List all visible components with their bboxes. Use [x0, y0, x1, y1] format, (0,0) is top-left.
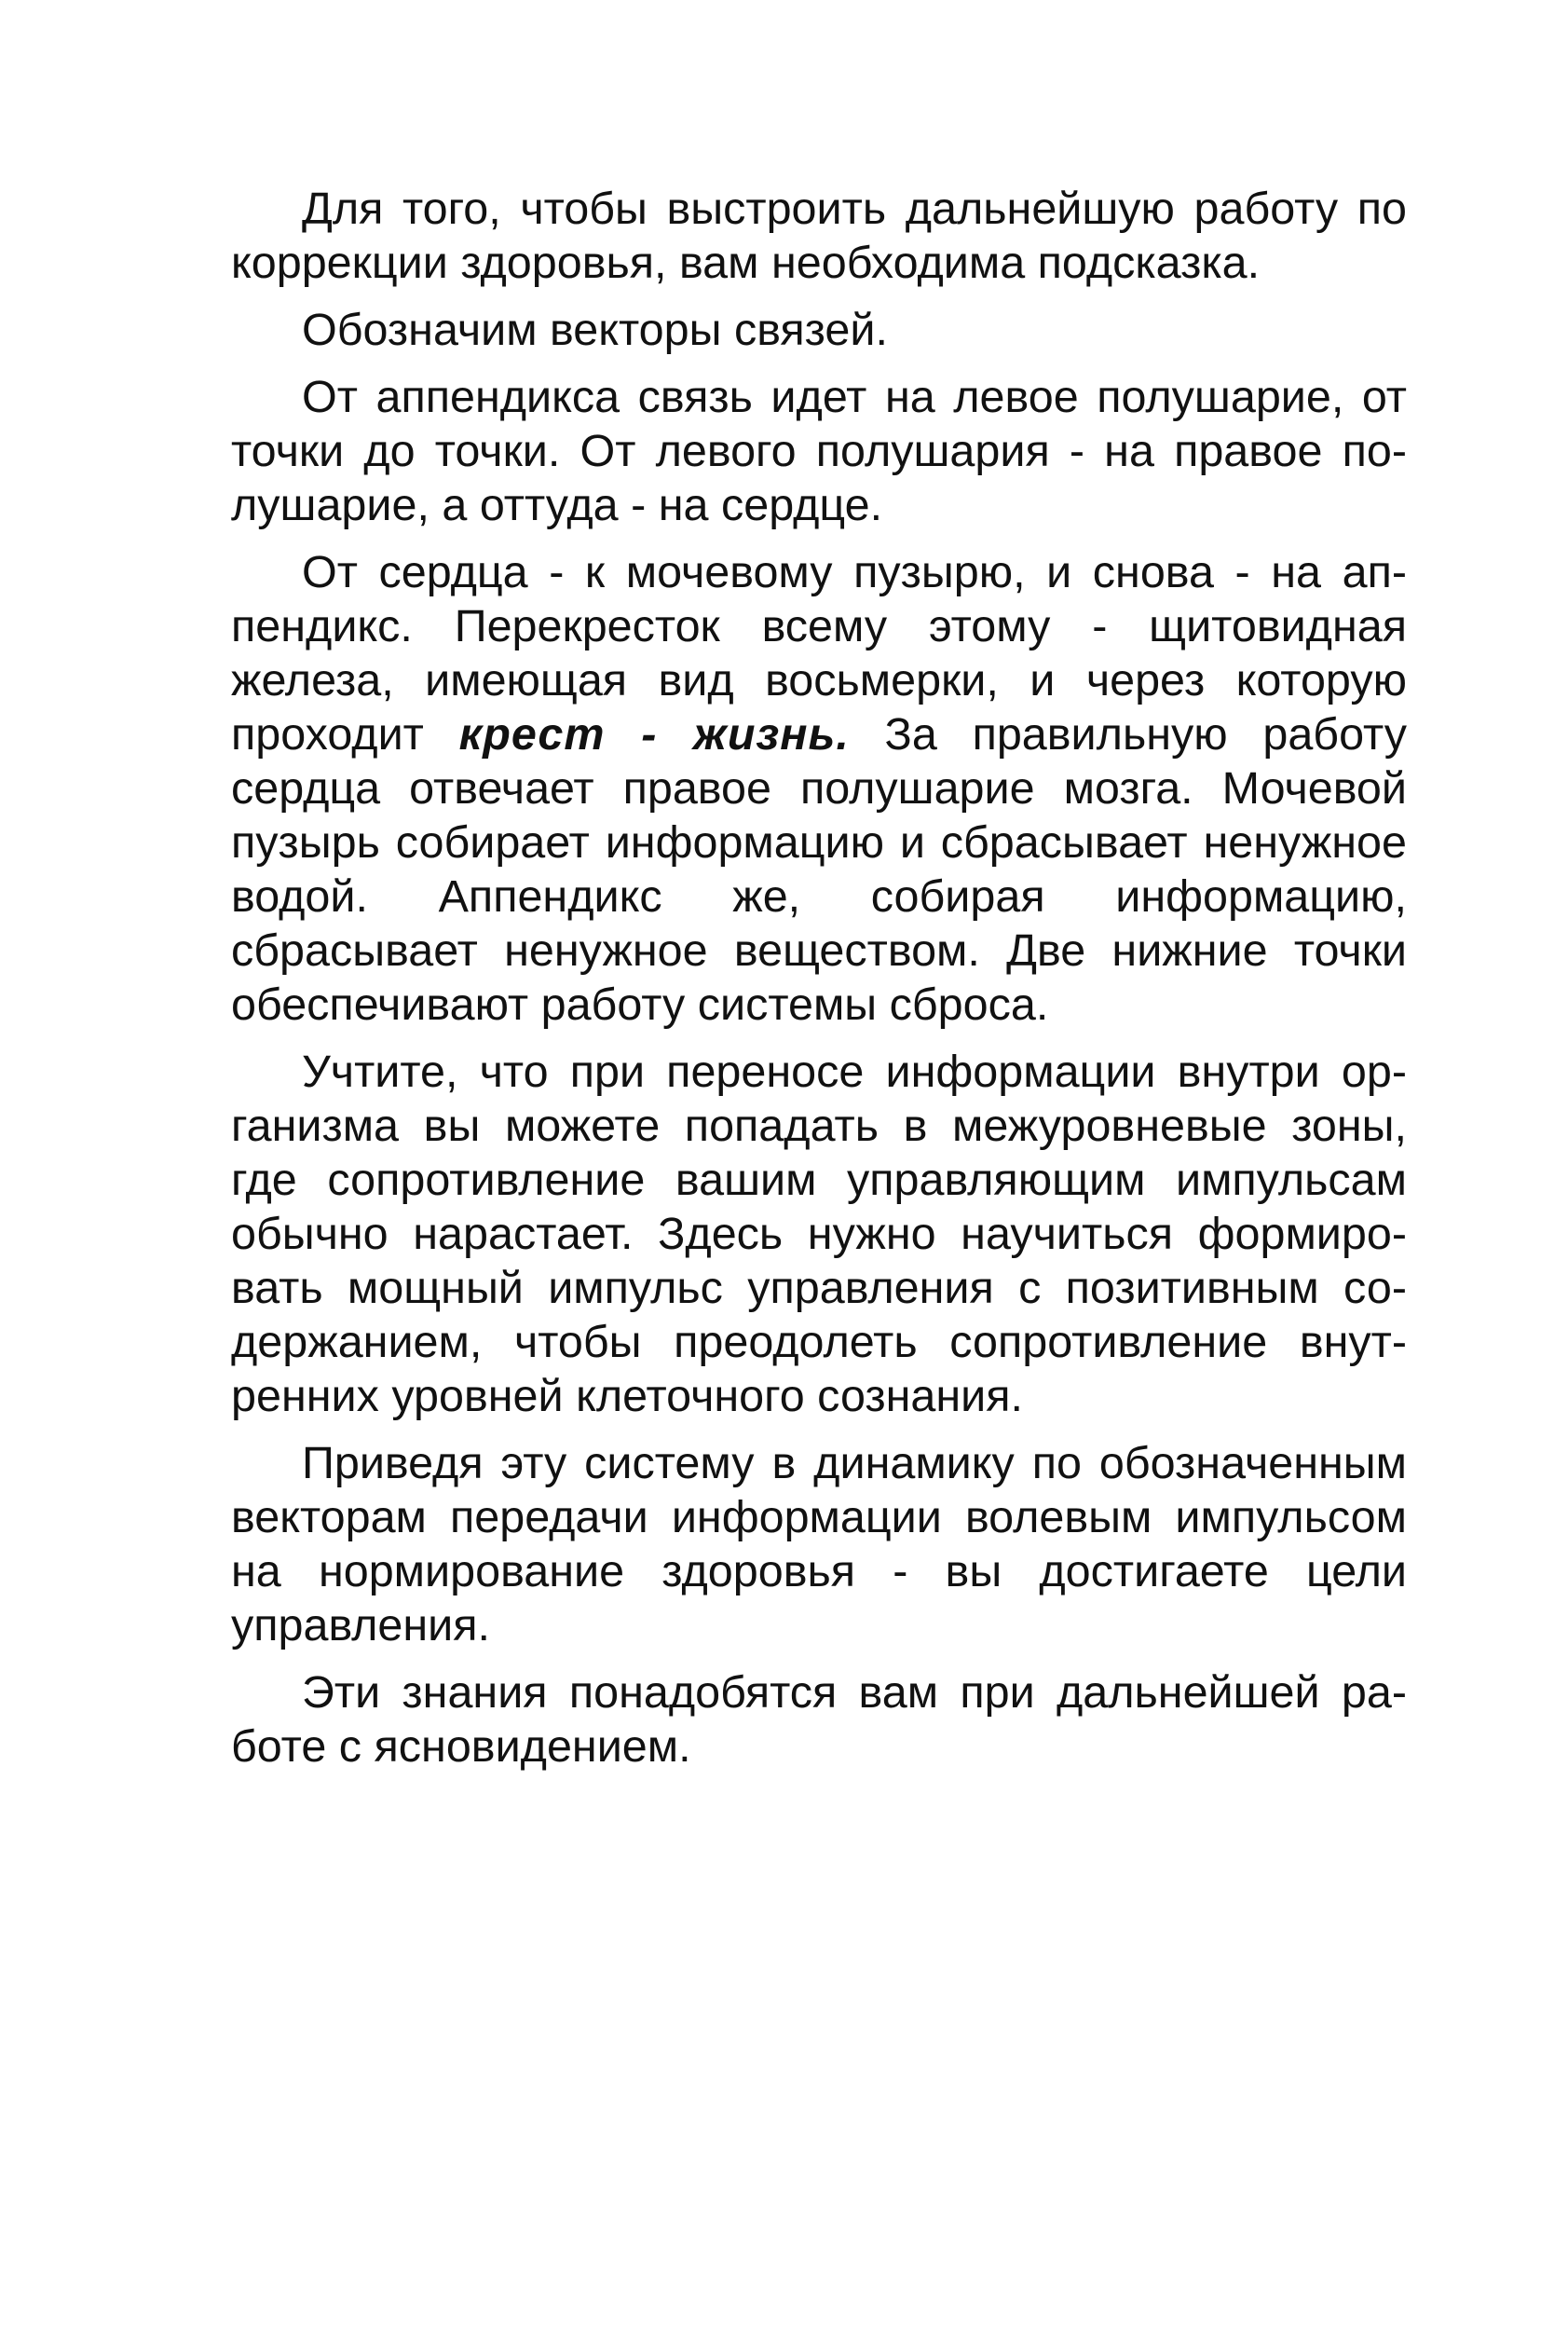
paragraph-7: Эти знания понадобятся вам при дальнейшей работе с ясновидением.	[231, 1667, 1407, 1772]
paragraph-2: Обозначим векторы связей.	[302, 305, 888, 355]
paragraph-4-text-start: От сердца - к мочевому пузырю, и снова - на аппендикс. Перекресток всему этому - щитовидная железа, имеющая вид восьмерки, и через которую проходит	[231, 547, 1407, 760]
paragraph-1: Для того, чтобы выстроить дальнейшую работу по коррекции здоровья, вам необходима подсказка.	[231, 184, 1407, 288]
emphasis-cross-life: крест - жизнь.	[458, 709, 850, 760]
page-body-text	[231, 182, 1407, 1787]
paragraph-6: Приведя эту систему в динамику по обозначенным векторам передачи информации волевым импульсом на нормирование здоровья - вы достигаете цели управления.	[231, 1438, 1407, 1650]
paragraph-4-text-end: За правильную работу сердца отвечает правое полушарие мозга. Мочевой пузырь собирает информацию и сбрасывает ненужное водой. Аппендикс же, собирая информацию, сбрасывает ненужное веществом. Две нижние точки обеспечивают работу системы сброса.	[231, 709, 1408, 1030]
paragraph-3: От аппендикса связь идет на левое полушарие, от точки до точки. От левого полушария - на правое полушарие, а оттуда - на сердце.	[231, 372, 1407, 530]
paragraph-5: Учтите, что при переносе информации внутри организма вы можете попадать в межуровневые зоны, где сопротивление вашим управляющим импульсам обычно нарастает. Здесь нужно научиться формировать мощный импульс управления с позитивным содержанием, чтобы преодолеть сопротивление внутренних уровней клеточного сознания.	[231, 1047, 1407, 1421]
paragraph-4	[231, 545, 1407, 1032]
